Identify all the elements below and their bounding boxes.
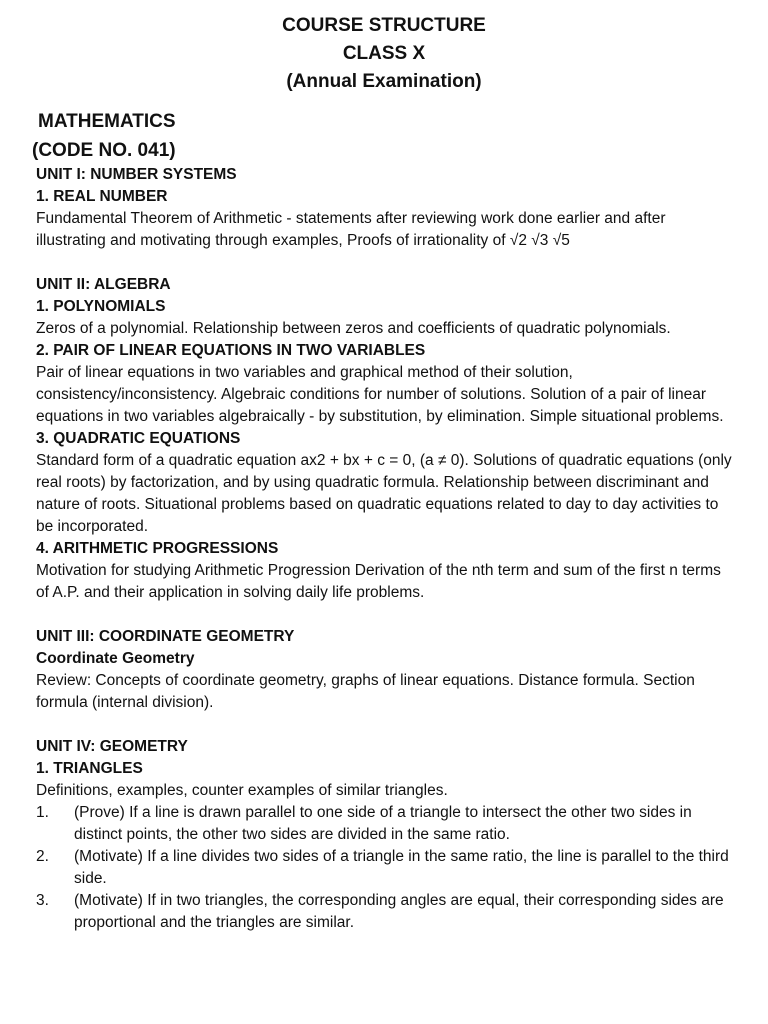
course-structure-heading: COURSE STRUCTURE [282,15,486,36]
exam-heading: (Annual Examination) [286,71,482,92]
list-item [36,846,736,890]
title-block [0,12,768,96]
unit-1-section-1-title: 1. REAL NUMBER [36,188,168,205]
unit-2-section-4-text: Motivation for studying Arithmetic Progression Derivation of the nth term and sum of the first n terms of A.P. and their application in solving daily life problems. [36,562,721,601]
unit-2-section-1-title: 1. POLYNOMIALS [36,298,166,315]
spacer [36,604,736,626]
unit-4-section-1-title: 1. TRIANGLES [36,760,143,777]
unit-2-section-2-title: 2. PAIR OF LINEAR EQUATIONS IN TWO VARIABLES [36,342,426,359]
list-item-number: 2. [36,848,49,865]
list-item-text: (Prove) If a line is drawn parallel to one side of a triangle to intersect the other two sides in distinct points, the other two sides are divided in the same ratio. [74,804,692,843]
list-item [36,890,736,934]
list-item-text: (Motivate) If a line divides two sides of a triangle in the same ratio, the line is parallel to the third side. [74,848,729,887]
subject-code: (CODE NO. 041) [32,140,176,161]
list-item-text: (Motivate) If in two triangles, the corresponding angles are equal, their corresponding sides are proportional and the triangles are similar. [74,892,724,931]
unit-1-section-1-text: Fundamental Theorem of Arithmetic - statements after reviewing work done earlier and after illustrating and motivating through examples, Proofs of irrationality of √2 √3 √5 [36,210,666,249]
spacer [36,714,736,736]
unit-4-title: UNIT IV: GEOMETRY [36,738,188,755]
unit-2-section-2-text: Pair of linear equations in two variables and graphical method of their solution, consistency/inconsistency. Algebraic conditions for number of solutions. Solution of a pair of linear equations in two variables algebraically - by substitution, by elimination. Simple situational problems. [36,364,724,425]
list-item-number: 3. [36,892,49,909]
unit-2-section-3-title: 3. QUADRATIC EQUATIONS [36,430,241,447]
class-heading: CLASS X [342,43,426,64]
list-item-number: 1. [36,804,49,821]
unit-2-title: UNIT II: ALGEBRA [36,276,171,293]
subject-name: MATHEMATICS [38,111,176,132]
unit-2-section-3-text: Standard form of a quadratic equation ax2 + bx + c = 0, (a ≠ 0). Solutions of quadratic equations (only real roots) by factorization, and by using quadratic formula. Relationship between discriminant and nature of roots. Situational problems based on quadratic equations related to day to day activities to be incorporated. [36,452,732,535]
unit-2-section-4-title: 4. ARITHMETIC PROGRESSIONS [36,540,279,557]
spacer [36,252,736,274]
unit-1-title: UNIT I: NUMBER SYSTEMS [36,166,237,183]
syllabus-content [36,164,736,934]
list-item [36,802,736,846]
unit-3-section-1-title: Coordinate Geometry [36,650,195,667]
triangles-theorem-list [36,802,736,934]
unit-2-section-1-text: Zeros of a polynomial. Relationship between zeros and coefficients of quadratic polynomials. [36,320,671,337]
unit-3-section-1-text: Review: Concepts of coordinate geometry, graphs of linear equations. Distance formula. Section formula (internal division). [36,672,695,711]
unit-3-title: UNIT III: COORDINATE GEOMETRY [36,628,295,645]
unit-4-section-1-text: Definitions, examples, counter examples of similar triangles. [36,782,448,799]
